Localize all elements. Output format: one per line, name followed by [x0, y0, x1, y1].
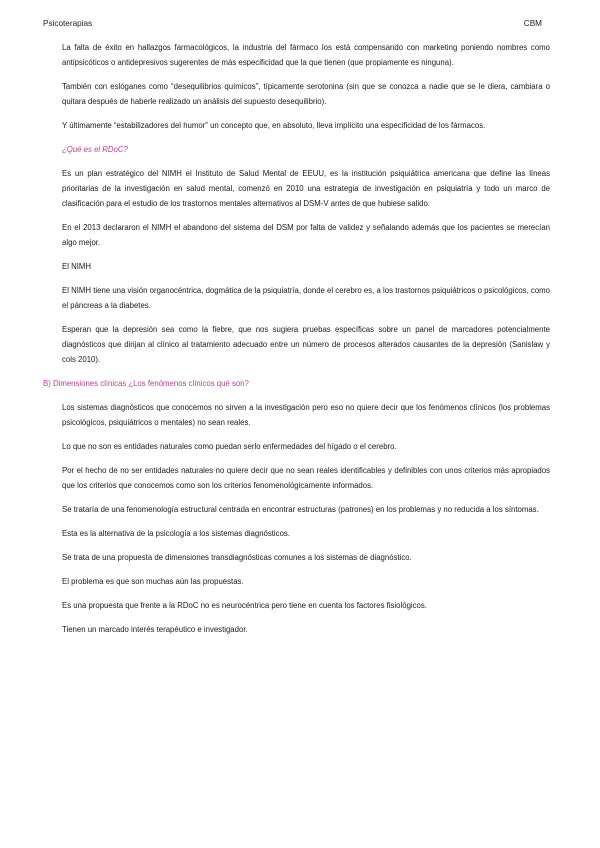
paragraph: Es una propuesta que frente a la RDoC no es neurocéntrica pero tiene en cuenta los factores fisiológicos.: [62, 601, 427, 610]
paragraph: Es un plan estratégico del NIMH el Instituto de Salud Mental de EEUU, es la institución psiquiátrica americana que define las líneas prioritarias de la investigación en salud mental, comenzó en 2010 una estrategia de investigación en psiquiatría y todo un marco de clasificación para el estudio de los trastornos mentales alternativos al DSM-V antes de que hubiese salido.: [62, 169, 550, 208]
header-right-label: CBM: [523, 19, 542, 28]
document-body: [43, 40, 550, 646]
paragraph: El problema es que son muchas aún las propuestas.: [62, 577, 244, 586]
paragraph: Tienen un marcado interés terapéutico e investigador.: [62, 625, 248, 634]
paragraph: Los sistemas diagnósticos que conocemos no sirven a la investigación pero eso no quiere decir que los fenómenos clínicos (los problemas psicológicos, psiquiátricos o mentales) no sean reales.: [62, 403, 550, 427]
paragraph: Por el hecho de no ser entidades naturales no quiere decir que no sean reales identificables y definibles con unos criterios más apropiados que los criterios que conocemos como son los criterios fenomenológicamente informados.: [62, 466, 550, 490]
paragraph: Esta es la alternativa de la psicología a los sistemas diagnósticos.: [62, 529, 290, 538]
paragraph: La falta de éxito en hallazgos farmacológicos, la industria del fármaco los está compensando con marketing poniendo nombres como antipsicóticos o antidepresivos sugerentes de más especificidad que la que tienen (que propiamente es ninguna).: [62, 43, 550, 67]
paragraph: Lo que no son es entidades naturales como puedan serlo enfermedades del hígado o el cerebro.: [62, 442, 397, 451]
paragraph: Se trataría de una fenomenología estructural centrada en encontrar estructuras (patrones) en los problemas y no reducida a los síntomas.: [62, 505, 539, 514]
paragraph: Se trata de una propuesta de dimensiones transdiagnósticas comunes a los sistemas de diagnóstico.: [62, 553, 412, 562]
paragraph: El NIMH: [62, 262, 92, 271]
paragraph: También con eslóganes como “desequilibrios químicos”, típicamente serotonina (sin que se conozca a nadie que se le diera, cambiara o quitara después de haberle realizado un análisis del supuesto desequilibrio).: [62, 82, 550, 106]
paragraph: Esperan que la depresión sea como la fiebre, que nos sugiera pruebas específicas sobre un panel de marcadores potencialmente diagnósticos que dirijan al clínico al tratamiento adecuado entre un número de procesos alterados causantes de la depresión (Sanislaw y cols 2010).: [62, 325, 550, 364]
paragraph: Y últimamente “estabilizadores del humor” un concepto que, en absoluto, lleva implícito una especificidad de los fármacos.: [62, 121, 486, 130]
header-left-title: Psicoterapias: [43, 19, 93, 28]
paragraph: El NIMH tiene una visión organocéntrica, dogmática de la psiquiatría, donde el cerebro es, a los trastornos psiquiátricos o psicológicos, como el páncreas a la diabetes.: [62, 286, 550, 310]
section-heading-dimensiones: B) Dimensiones clínicas ¿Los fenómenos clínicos qué son?: [43, 379, 249, 388]
subheading-rdoc: ¿Qué es el RDoC?: [62, 145, 128, 154]
paragraph: En el 2013 declararon el NIMH el abandono del sistema del DSM por falta de validez y señalando además que los pacientes se merecían algo mejor.: [62, 223, 550, 247]
